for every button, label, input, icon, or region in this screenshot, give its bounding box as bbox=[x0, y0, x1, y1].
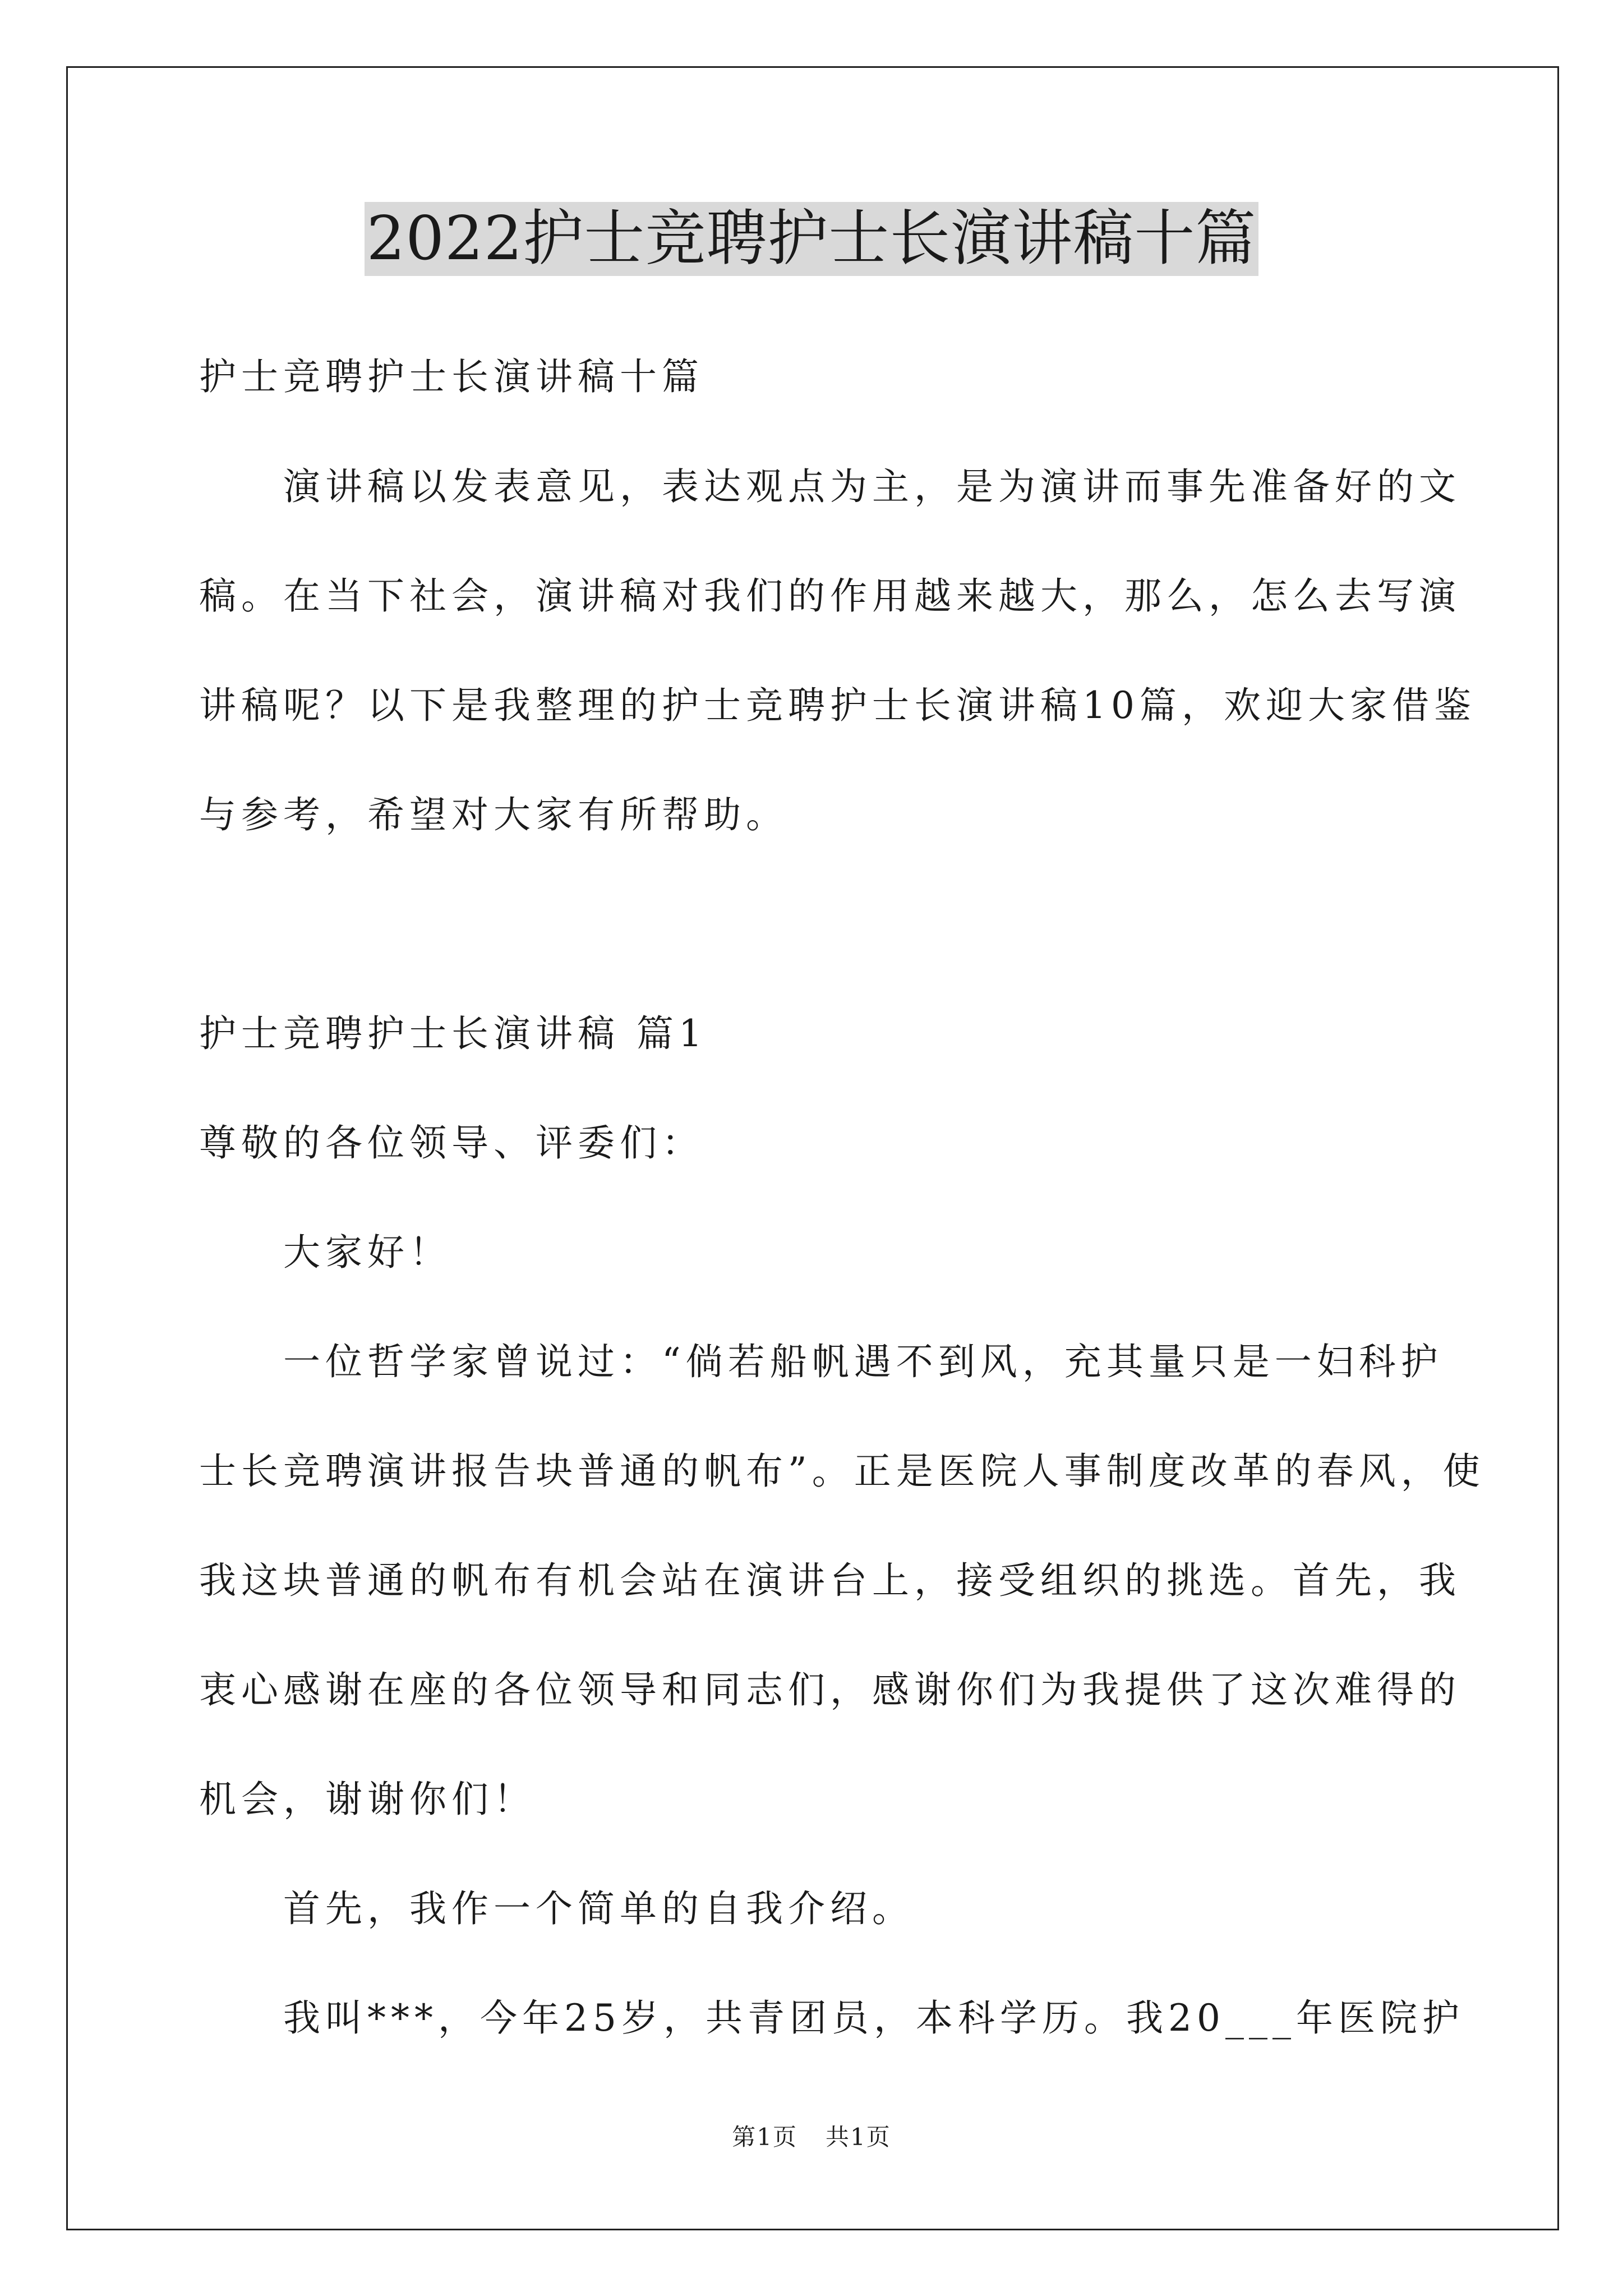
page-number: 第1页 bbox=[732, 2123, 797, 2151]
page-total: 共1页 bbox=[826, 2123, 891, 2151]
paragraph-line: 与参考，希望对大家有所帮助。 bbox=[199, 793, 788, 836]
paragraph-line: 讲稿呢？以下是我整理的护士竞聘护士长演讲稿10篇，欢迎大家借鉴 bbox=[199, 684, 1476, 727]
paragraph-line: 稿。在当下社会，演讲稿对我们的作用越来越大，那么，怎么去写演 bbox=[199, 574, 1461, 618]
page-footer bbox=[0, 2123, 1623, 2151]
section-heading: 护士竞聘护士长演讲稿十篇 bbox=[199, 355, 704, 398]
paragraph-line: 衷心感谢在座的各位领导和同志们，感谢你们为我提供了这次难得的 bbox=[199, 1668, 1461, 1711]
paragraph-line: 机会，谢谢你们！ bbox=[199, 1778, 536, 1821]
title-block bbox=[0, 202, 1623, 276]
paragraph-line: 一位哲学家曾说过：“倘若船帆遇不到风，充其量只是一妇科护 bbox=[283, 1340, 1443, 1383]
paragraph-line: 我叫***，今年25岁，共青团员，本科学历。我20___年医院护 bbox=[283, 1996, 1464, 2040]
paragraph-line: 演讲稿以发表意见，表达观点为主，是为演讲而事先准备好的文 bbox=[283, 465, 1461, 508]
paragraph-line: 士长竞聘演讲报告块普通的帆布”。正是医院人事制度改革的春风，使 bbox=[199, 1450, 1485, 1493]
paragraph-line: 首先，我作一个简单的自我介绍。 bbox=[283, 1887, 914, 1930]
greeting: 大家好！ bbox=[283, 1231, 451, 1274]
section-heading: 护士竞聘护士长演讲稿 篇1 bbox=[199, 1012, 707, 1055]
salutation: 尊敬的各位领导、评委们： bbox=[199, 1121, 704, 1165]
paragraph-line: 我这块普通的帆布有机会站在演讲台上，接受组织的挑选。首先，我 bbox=[199, 1559, 1461, 1602]
document-title: 2022护士竞聘护士长演讲稿十篇 bbox=[365, 202, 1259, 276]
